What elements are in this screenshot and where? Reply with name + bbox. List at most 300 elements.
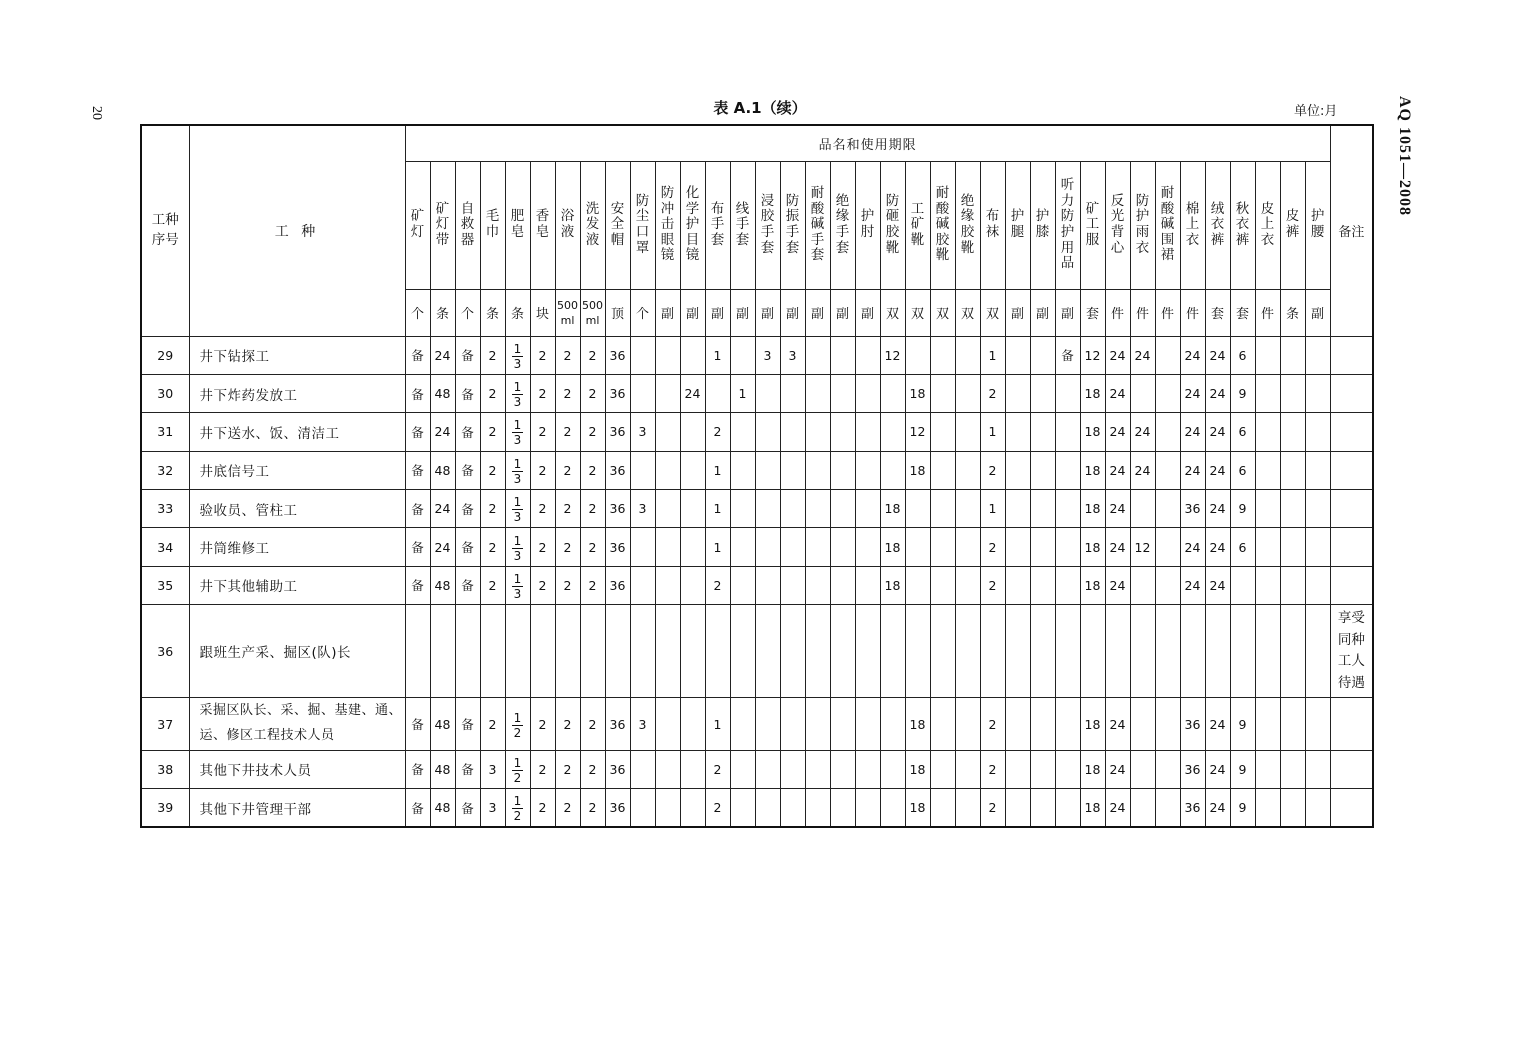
- cell: [930, 566, 955, 604]
- cell: [955, 413, 980, 451]
- cell: 24: [1180, 451, 1205, 489]
- cell: 12: [1080, 336, 1105, 374]
- cell: 2: [705, 789, 730, 827]
- item-name: 护肘: [860, 208, 875, 240]
- cell: [655, 750, 680, 788]
- cell: [1205, 605, 1230, 698]
- cell: 24: [1205, 451, 1230, 489]
- cell: 备: [405, 413, 430, 451]
- cell: [805, 566, 830, 604]
- cell: 2: [980, 789, 1005, 827]
- cell: 2: [580, 413, 605, 451]
- cell: [1030, 698, 1055, 750]
- cell: 24: [1205, 336, 1230, 374]
- cell: [480, 605, 505, 698]
- cell: 备: [405, 336, 430, 374]
- cell: 12: [905, 413, 930, 451]
- cell: [730, 336, 755, 374]
- cell: 备: [405, 566, 430, 604]
- row-remark: [1330, 566, 1373, 604]
- cell: [1005, 698, 1030, 750]
- cell: [630, 451, 655, 489]
- item-header: [430, 161, 455, 289]
- cell: 36: [605, 451, 630, 489]
- cell: [855, 336, 880, 374]
- cell: [1080, 605, 1105, 698]
- cell: 24: [1105, 490, 1130, 528]
- cell: 备: [405, 451, 430, 489]
- cell: [1030, 605, 1055, 698]
- cell: 2: [530, 413, 555, 451]
- fraction: [512, 712, 524, 739]
- fraction-cell: [505, 698, 530, 750]
- item-header: [530, 161, 555, 289]
- cell: [730, 698, 755, 750]
- unit-header: [1205, 289, 1230, 336]
- cell: 24: [1180, 566, 1205, 604]
- cell: 2: [555, 528, 580, 566]
- unit-label: 副: [785, 307, 799, 322]
- unit-header: [1230, 289, 1255, 336]
- cell: 24: [430, 336, 455, 374]
- cell: [805, 698, 830, 750]
- fraction: [512, 343, 524, 370]
- cell: [780, 605, 805, 698]
- cell: 2: [580, 336, 605, 374]
- cell: 36: [605, 528, 630, 566]
- unit-header: [1180, 289, 1205, 336]
- cell: [805, 451, 830, 489]
- fraction-numerator: 1: [513, 755, 522, 770]
- cell: [605, 605, 630, 698]
- fraction-cell: [505, 451, 530, 489]
- cell: [680, 566, 705, 604]
- cell: [1030, 490, 1055, 528]
- cell: [780, 566, 805, 604]
- cell: 36: [605, 490, 630, 528]
- cell: [1130, 490, 1155, 528]
- cell: [830, 789, 855, 827]
- item-header: [780, 161, 805, 289]
- cell: [1105, 605, 1130, 698]
- row-seq: 30: [141, 374, 189, 412]
- cell: [855, 605, 880, 698]
- unit-header: [680, 289, 705, 336]
- row-seq: 39: [141, 789, 189, 827]
- table-row: [141, 698, 1373, 750]
- item-header: [705, 161, 730, 289]
- cell: 24: [430, 413, 455, 451]
- cell: 18: [1080, 374, 1105, 412]
- cell: 备: [405, 698, 430, 750]
- row-name: 井下炸药发放工: [189, 374, 405, 412]
- cell: [830, 374, 855, 412]
- unit-label: 副: [710, 307, 724, 322]
- cell: [1030, 566, 1055, 604]
- cell: [830, 605, 855, 698]
- cell: [805, 374, 830, 412]
- cell: 18: [880, 490, 905, 528]
- fraction: [512, 795, 524, 822]
- cell: [780, 750, 805, 788]
- cell: [630, 528, 655, 566]
- fraction-cell: [505, 374, 530, 412]
- cell: [1255, 750, 1280, 788]
- item-name: 防护雨衣: [1135, 192, 1150, 256]
- cell: [955, 698, 980, 750]
- fraction-denominator: 3: [513, 471, 522, 486]
- table-row: [141, 490, 1373, 528]
- cell: [1255, 789, 1280, 827]
- item-name: 布袜: [985, 208, 1000, 240]
- fraction-numerator: 1: [513, 710, 522, 725]
- item-header: [555, 161, 580, 289]
- item-name: 矿工服: [1085, 200, 1100, 248]
- cell: [780, 413, 805, 451]
- cell: [880, 698, 905, 750]
- item-header: [605, 161, 630, 289]
- cell: 24: [1130, 336, 1155, 374]
- cell: 24: [1180, 336, 1205, 374]
- cell: [1005, 451, 1030, 489]
- cell: 2: [980, 451, 1005, 489]
- cell: [905, 336, 930, 374]
- cell: 2: [980, 528, 1005, 566]
- cell: [1055, 750, 1080, 788]
- item-header: [1255, 161, 1280, 289]
- cell: [1255, 528, 1280, 566]
- cell: 2: [555, 374, 580, 412]
- cell: [680, 698, 705, 750]
- cell: [955, 336, 980, 374]
- row-name: 验收员、管柱工: [189, 490, 405, 528]
- item-header: [1280, 161, 1305, 289]
- cell: 备: [455, 490, 480, 528]
- row-name: 跟班生产采、掘区(队)长: [189, 605, 405, 698]
- cell: 2: [980, 750, 1005, 788]
- fraction-denominator: 3: [513, 510, 522, 525]
- table-title: 表 A.1（续）: [713, 99, 807, 117]
- cell: [1280, 750, 1305, 788]
- cell: [980, 605, 1005, 698]
- item-name: 护腿: [1010, 208, 1025, 240]
- cell: 2: [530, 750, 555, 788]
- cell: [1155, 451, 1180, 489]
- cell: 48: [430, 750, 455, 788]
- item-header: [930, 161, 955, 289]
- cell: [830, 698, 855, 750]
- row-name: 井底信号工: [189, 451, 405, 489]
- item-header: [1205, 161, 1230, 289]
- unit-header: [980, 289, 1005, 336]
- cell: [1055, 566, 1080, 604]
- item-header: [755, 161, 780, 289]
- unit-label: 副: [760, 307, 774, 322]
- cell: 2: [555, 413, 580, 451]
- cell: [880, 374, 905, 412]
- cell: [680, 413, 705, 451]
- cell: [1055, 413, 1080, 451]
- fraction-numerator: 1: [513, 571, 522, 586]
- item-header: [1130, 161, 1155, 289]
- cell: [955, 528, 980, 566]
- cell: [1280, 413, 1305, 451]
- unit-header: [630, 289, 655, 336]
- cell: [1155, 789, 1180, 827]
- cell: [705, 374, 730, 412]
- cell: 2: [580, 490, 605, 528]
- cell: [1155, 374, 1180, 412]
- cell: 24: [1180, 374, 1205, 412]
- cell: [1130, 566, 1155, 604]
- cell: [930, 605, 955, 698]
- remark-text: 享受同种工人待遇: [1337, 610, 1365, 691]
- cell: [730, 566, 755, 604]
- item-header: [805, 161, 830, 289]
- unit-label: 条: [1285, 307, 1299, 322]
- fraction-cell: [505, 490, 530, 528]
- item-name: 工矿靴: [910, 200, 925, 248]
- item-name: 化学护目镜: [685, 185, 700, 264]
- item-header: [1105, 161, 1130, 289]
- cell: 18: [1080, 750, 1105, 788]
- cell: 36: [605, 750, 630, 788]
- fraction: [512, 573, 524, 600]
- cell: 24: [1105, 698, 1130, 750]
- row-name: 其他下井技术人员: [189, 750, 405, 788]
- cell: [930, 698, 955, 750]
- table-row: [141, 413, 1373, 451]
- item-name: 护膝: [1035, 208, 1050, 240]
- cell: 9: [1230, 750, 1255, 788]
- cell: [930, 528, 955, 566]
- cell: 2: [530, 336, 555, 374]
- row-remark: [1330, 750, 1373, 788]
- header-remark-label: 备注: [1338, 225, 1365, 241]
- cell: [630, 374, 655, 412]
- fraction-denominator: 3: [513, 548, 522, 563]
- unit-label: 件: [1135, 307, 1149, 322]
- item-header: [980, 161, 1005, 289]
- unit-header: [755, 289, 780, 336]
- cell: [680, 490, 705, 528]
- cell: [630, 605, 655, 698]
- cell: 24: [1130, 451, 1155, 489]
- cell: [930, 374, 955, 412]
- item-name: 安全帽: [610, 200, 625, 248]
- cell: [655, 566, 680, 604]
- cell: [1005, 566, 1030, 604]
- cell: 24: [1205, 566, 1230, 604]
- unit-label: 单位:月: [1294, 104, 1338, 119]
- cell: [805, 490, 830, 528]
- unit-label: 个: [460, 307, 474, 322]
- fraction: [512, 535, 524, 562]
- cell: 9: [1230, 490, 1255, 528]
- table-row: [141, 451, 1373, 489]
- cell: [1055, 374, 1080, 412]
- cell: 2: [480, 490, 505, 528]
- unit-header: [905, 289, 930, 336]
- unit-label: 副: [1311, 307, 1325, 322]
- cell: 2: [480, 336, 505, 374]
- cell: [1005, 789, 1030, 827]
- row-remark: [1330, 451, 1373, 489]
- unit-header: [455, 289, 480, 336]
- fraction-cell: [505, 566, 530, 604]
- cell: [830, 336, 855, 374]
- unit-header: [480, 289, 505, 336]
- cell: [1305, 528, 1330, 566]
- item-header: [855, 161, 880, 289]
- item-name: 防冲击眼镜: [660, 185, 675, 264]
- cell: 24: [1105, 413, 1130, 451]
- fraction-numerator: 1: [513, 495, 522, 510]
- cell: 2: [530, 789, 555, 827]
- cell: 2: [980, 374, 1005, 412]
- row-remark: [1330, 528, 1373, 566]
- cell: 1: [730, 374, 755, 412]
- fraction-denominator: 3: [513, 433, 522, 448]
- cell: [1155, 336, 1180, 374]
- row-remark: [1330, 490, 1373, 528]
- cell: [830, 528, 855, 566]
- cell: [930, 789, 955, 827]
- header-group-label: 品名和使用期限: [818, 137, 917, 153]
- row-remark: [1330, 336, 1373, 374]
- unit-label: 套: [1235, 307, 1249, 322]
- cell: 3: [755, 336, 780, 374]
- cell: 48: [430, 789, 455, 827]
- cell: [530, 605, 555, 698]
- cell: 2: [705, 413, 730, 451]
- item-name: 布手套: [710, 200, 725, 248]
- cell: 1: [980, 413, 1005, 451]
- cell: 备: [405, 528, 430, 566]
- fraction: [512, 757, 524, 784]
- cell: [955, 490, 980, 528]
- item-name: 皮裤: [1285, 208, 1300, 240]
- unit-header: [1130, 289, 1155, 336]
- cell: [1155, 528, 1180, 566]
- cell: 18: [905, 750, 930, 788]
- cell: 18: [1080, 698, 1105, 750]
- cell: [805, 750, 830, 788]
- cell: [680, 750, 705, 788]
- item-header: [1080, 161, 1105, 289]
- cell: [1255, 490, 1280, 528]
- cell: [1255, 566, 1280, 604]
- cell: 3: [630, 698, 655, 750]
- cell: 9: [1230, 789, 1255, 827]
- unit-label: 副: [735, 307, 749, 322]
- cell: 2: [980, 698, 1005, 750]
- cell: [830, 490, 855, 528]
- table-row: [141, 566, 1373, 604]
- unit-header: [1155, 289, 1180, 336]
- cell: 36: [1180, 698, 1205, 750]
- table-row: [141, 528, 1373, 566]
- fraction-numerator: 1: [513, 380, 522, 395]
- cell: [780, 374, 805, 412]
- cell: 36: [605, 374, 630, 412]
- cell: [755, 451, 780, 489]
- cell: [730, 451, 755, 489]
- cell: [880, 750, 905, 788]
- cell: [1280, 451, 1305, 489]
- cell: [930, 413, 955, 451]
- item-name: 防振手套: [785, 192, 800, 256]
- cell: 2: [705, 566, 730, 604]
- cell: [755, 413, 780, 451]
- cell: [405, 605, 430, 698]
- cell: [780, 451, 805, 489]
- cell: [855, 789, 880, 827]
- cell: [930, 750, 955, 788]
- cell: [855, 374, 880, 412]
- cell: 24: [680, 374, 705, 412]
- cell: [1155, 413, 1180, 451]
- item-header: [905, 161, 930, 289]
- cell: [630, 336, 655, 374]
- cell: [680, 451, 705, 489]
- unit-label: 套: [1085, 307, 1099, 322]
- cell: [680, 528, 705, 566]
- cell: [1280, 490, 1305, 528]
- unit-label: 副: [860, 307, 874, 322]
- unit-label: 500 ml: [582, 298, 603, 327]
- item-name: 自救器: [460, 200, 475, 248]
- cell: [805, 789, 830, 827]
- cell: 2: [530, 528, 555, 566]
- cell: [505, 605, 530, 698]
- cell: [1130, 374, 1155, 412]
- cell: 48: [430, 698, 455, 750]
- cell: 2: [555, 336, 580, 374]
- cell: 24: [1130, 413, 1155, 451]
- unit-header: [1305, 289, 1330, 336]
- item-name: 肥皂: [510, 208, 525, 240]
- cell: [730, 490, 755, 528]
- item-name: 秋衣裤: [1235, 200, 1250, 248]
- cell: [1130, 750, 1155, 788]
- unit-label: 双: [985, 307, 999, 322]
- cell: 2: [580, 528, 605, 566]
- table-row: [141, 605, 1373, 698]
- fraction-cell: [505, 528, 530, 566]
- unit-header: [405, 289, 430, 336]
- cell: [1305, 451, 1330, 489]
- cell: [1130, 789, 1155, 827]
- cell: 1: [705, 528, 730, 566]
- row-name: 井下其他辅助工: [189, 566, 405, 604]
- fraction-cell: [505, 750, 530, 788]
- cell: [730, 789, 755, 827]
- cell: [955, 374, 980, 412]
- table-row: [141, 374, 1373, 412]
- cell: 2: [530, 451, 555, 489]
- cell: 6: [1230, 413, 1255, 451]
- cell: [730, 413, 755, 451]
- cell: [655, 605, 680, 698]
- unit-header: [505, 289, 530, 336]
- cell: [1005, 490, 1030, 528]
- header-name-label: 工 种: [274, 223, 320, 240]
- unit-header: [855, 289, 880, 336]
- cell: [855, 528, 880, 566]
- cell: 2: [480, 528, 505, 566]
- fraction-denominator: 2: [513, 725, 522, 740]
